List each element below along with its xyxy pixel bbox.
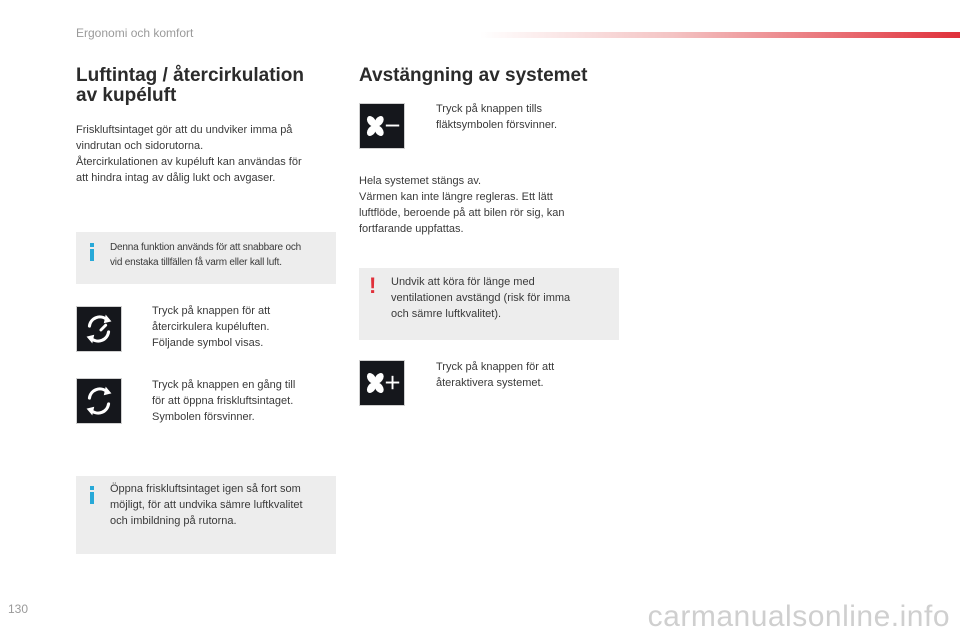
fan-minus-button [359, 103, 405, 149]
left-intro-paragraph [76, 122, 346, 186]
left-step2-text [152, 377, 332, 425]
watermark: carmanualsonline.info [647, 600, 950, 633]
info-note-line: möjligt, för att undvika sämre luftkvalitet [110, 499, 303, 511]
info-note-text [110, 481, 334, 529]
warning-note [359, 268, 619, 340]
step-line: Tryck på knappen för att [152, 305, 271, 317]
info-note-line: vid enstaka tillfällen få varm eller kall luft. [110, 257, 282, 268]
info-icon [90, 243, 94, 261]
step-line: Tryck på knappen tills [436, 103, 542, 115]
right-step1-text [436, 101, 626, 133]
right-step2-text [436, 359, 626, 391]
warning-icon: ! [369, 273, 377, 298]
warning-line: ventilationen avstängd (risk för imma [391, 292, 571, 304]
info-note-line: Öppna friskluftsintaget igen så fort som [110, 483, 301, 495]
body-line: luftflöde, beroende på att bilen rör sig, kan [359, 207, 565, 219]
recirculation-button [76, 306, 122, 352]
info-note-text [110, 240, 334, 270]
info-note-fresh-air [76, 476, 336, 554]
fan-plus-icon [360, 361, 404, 405]
step-line: Följande symbol visas. [152, 337, 264, 349]
step-line: för att öppna friskluftsintaget. [152, 395, 294, 407]
intro-line: att hindra intag av dålig lukt och avgaser. [76, 172, 276, 184]
recirculation-icon [77, 307, 121, 351]
step-line: Tryck på knappen en gång till [152, 379, 296, 391]
right-section-title [359, 66, 649, 86]
right-title: Avstängning av systemet [359, 65, 588, 86]
step-line: fläktsymbolen försvinner. [436, 119, 558, 131]
left-section-title [76, 66, 346, 106]
fan-plus-button [359, 360, 405, 406]
section-header: Ergonomi och komfort [76, 26, 194, 40]
intro-line: vindrutan och sidorutorna. [76, 140, 204, 152]
intro-line: Återcirkulationen av kupéluft kan användas för [76, 156, 302, 168]
step-line: Tryck på knappen för att [436, 361, 555, 373]
body-line: Värmen kan inte längre regleras. Ett lätt [359, 191, 553, 203]
header-accent-bar [480, 32, 960, 38]
page-number: 130 [8, 602, 29, 616]
recirculation-icon [77, 379, 121, 423]
info-note-line: och imbildning på rutorna. [110, 515, 237, 527]
warning-line: och sämre luftkvalitet). [391, 308, 502, 320]
fan-minus-icon [360, 104, 404, 148]
warning-text [391, 274, 615, 322]
step-line: återaktivera systemet. [436, 377, 544, 389]
warning-line: Undvik att köra för länge med [391, 276, 535, 288]
body-line: fortfarande uppfattas. [359, 223, 464, 235]
left-step1-text [152, 303, 332, 351]
recirculation-button-again [76, 378, 122, 424]
info-icon [90, 486, 94, 504]
left-title-line1: Luftintag / återcirkulation [76, 65, 305, 86]
step-line: återcirkulera kupéluften. [152, 321, 270, 333]
step-line: Symbolen försvinner. [152, 411, 255, 423]
body-line: Hela systemet stängs av. [359, 175, 482, 187]
info-note-line: Denna funktion används för att snabbare och [110, 242, 301, 253]
info-note-quick-air [76, 232, 336, 284]
left-title-line2: av kupéluft [76, 85, 177, 106]
right-body-paragraph [359, 173, 629, 237]
intro-line: Friskluftsintaget gör att du undviker imma på [76, 124, 293, 136]
